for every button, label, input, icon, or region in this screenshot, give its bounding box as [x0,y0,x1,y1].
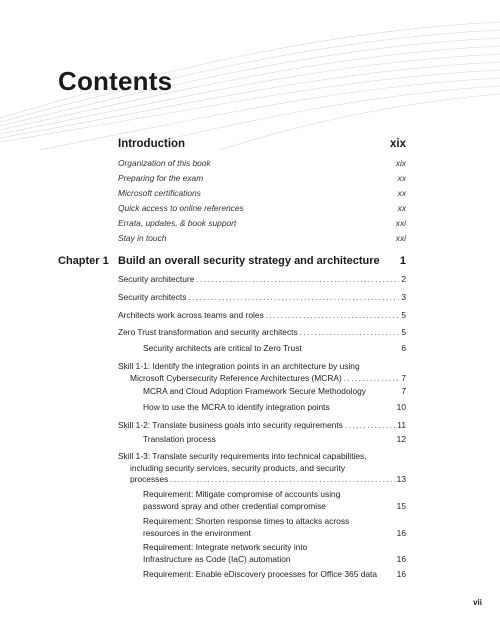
toc-subentry-translation-process[interactable]: Translation process 12 [143,434,406,444]
toc-entry-skill-1-3[interactable]: Skill 1-3: Translate security requirements into technical capabilities, including security services, security products, and security processes ..... 13 [118,451,406,486]
toc-subentry-requirement-integrate[interactable]: Requirement: Integrate network security into Infrastructure as Code (IaC) automation 16 [143,542,406,564]
introduction-page: xix [390,138,406,150]
page-number: vii [473,598,482,607]
toc-entry-quick-access[interactable]: Quick access to online references xx [118,203,406,213]
toc-subentry-mcra-caf[interactable]: MCRA and Cloud Adoption Framework Secure Methodology 7 [143,386,406,396]
toc-entry-security-architects[interactable]: Security architects ..... 3 [118,292,406,302]
toc-subentry-how-to-use-mcra[interactable]: How to use the MCRA to identify integration points 10 [143,402,406,412]
toc-entry-architects-work[interactable]: Architects work across teams and roles ..... 5 [118,310,406,320]
toc-entry-skill-1-2[interactable]: Skill 1-2: Translate business goals into security requirements ..... 11 [118,420,406,430]
chapter-heading[interactable] [118,255,406,267]
introduction-title: Introduction [118,138,186,150]
toc-entry-stay-in-touch[interactable]: Stay in touch xxi [118,233,406,243]
toc-entry-organization[interactable]: Organization of this book xix [118,158,406,168]
chapter-label: Chapter 1 [58,255,109,267]
toc-subentry-requirement-mitigate[interactable]: Requirement: Mitigate compromise of accounts using password spray and other credential compromise 15 [143,489,406,511]
toc-entry-zero-trust[interactable]: Zero Trust transformation and security architects ..... 5 [118,327,406,337]
toc-entry-skill-1-1[interactable]: Skill 1-1: Identify the integration points in an architecture by using Microsoft Cybersecurity Reference Architectures (MCRA) ..... 7 [118,361,406,384]
toc-subentry-requirement-shorten[interactable]: Requirement: Shorten response times to attacks across resources in the environment 16 [143,516,406,538]
chapter-page: 1 [399,255,406,267]
chapter-title: Build an overall security strategy and architecture [118,255,380,267]
toc-entry-certifications[interactable]: Microsoft certifications xx [118,188,406,198]
page-title: Contents [58,66,173,96]
toc-subentry-requirement-ediscovery[interactable]: Requirement: Enable eDiscovery processes for Office 365 data 16 [143,569,406,579]
toc-entry-preparing[interactable]: Preparing for the exam xx [118,173,406,183]
toc-entry-errata[interactable]: Errata, updates, & book support xxi [118,218,406,228]
toc-entry-security-architecture[interactable]: Security architecture ..... 2 [118,274,406,284]
introduction-heading[interactable] [118,138,406,150]
toc-subentry-zero-trust-critical[interactable]: Security architects are critical to Zero Trust 6 [143,343,406,353]
